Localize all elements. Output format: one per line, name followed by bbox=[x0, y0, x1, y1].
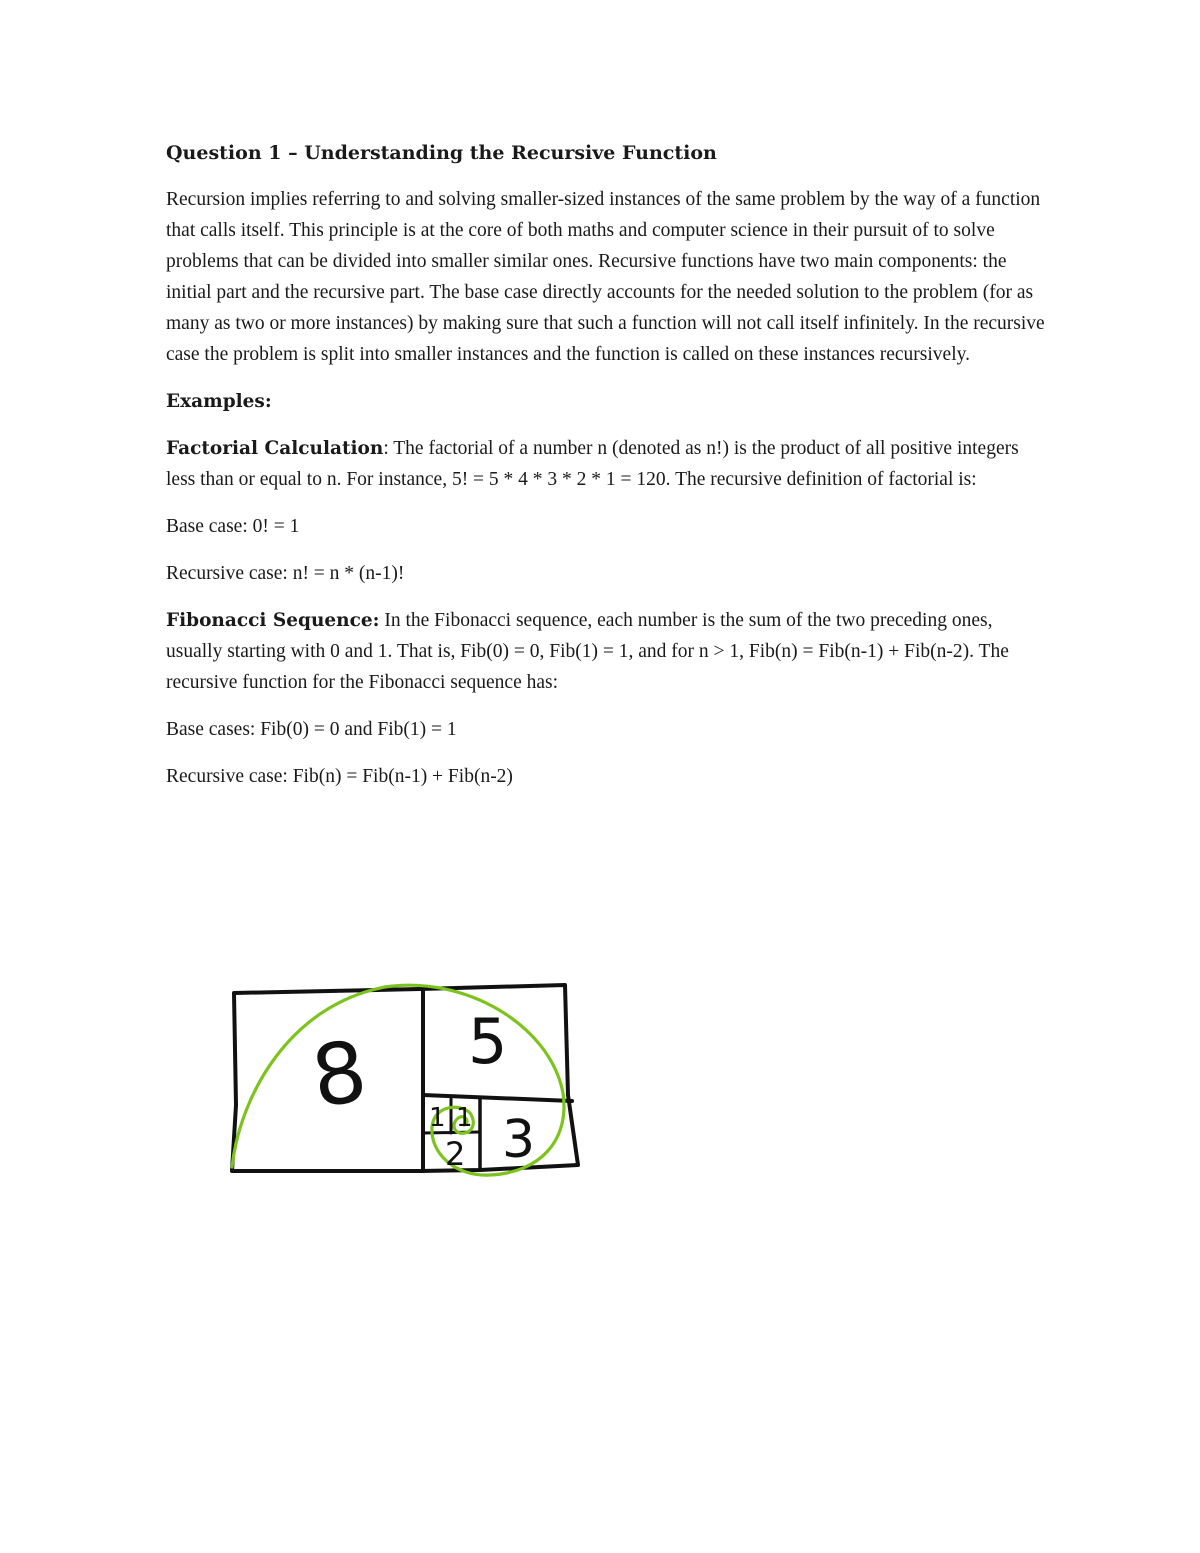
fibonacci-paragraph bbox=[166, 605, 1046, 698]
factorial-base-case: Base case: 0! = 1 bbox=[166, 516, 300, 537]
fibonacci-term: Fibonacci Sequence: bbox=[166, 610, 380, 631]
document-body bbox=[166, 138, 1046, 808]
fibonacci-text: In the Fibonacci sequence, each number is the sum of the two preceding ones, usually starting with 0 and 1. That is, Fib(0) = 0, Fib(1) = 1, and for n > 1, Fib(n) = Fib(n-1) + Fib(n-2). The recursive function for the Fibonacci sequence has: bbox=[166, 610, 1009, 693]
fibonacci-recursive-case: Recursive case: Fib(n) = Fib(n-1) + Fib(n-2) bbox=[166, 766, 513, 787]
factorial-paragraph bbox=[166, 433, 1046, 495]
factorial-recursive-case: Recursive case: n! = n * (n-1)! bbox=[166, 563, 405, 584]
question-heading: Question 1 – Understanding the Recursive Function bbox=[166, 142, 717, 164]
sketch-label-8: 8 bbox=[306, 1021, 373, 1127]
sketch-label-5: 5 bbox=[468, 1005, 508, 1078]
sketch-label-1a: 1 bbox=[429, 1103, 446, 1133]
examples-label bbox=[166, 386, 1046, 417]
factorial-term: Factorial Calculation bbox=[166, 438, 384, 459]
sketch-label-1b: 1 bbox=[456, 1103, 473, 1133]
sketch-label-2: 2 bbox=[445, 1135, 466, 1173]
intro-paragraph: Recursion implies referring to and solving smaller-sized instances of the same problem by the way of a function that calls itself. This principle is at the core of both maths and computer science in their pursuit of to solve problems that can be divided into smaller similar ones. Recursive functions have two main components: the initial part and the recursive part. The base case directly accounts for the needed solution to the problem (for as many as two or more instances) by making sure that such a function will not call itself infinitely. In the recursive case the problem is split into smaller instances and the function is called on these instances recursively. bbox=[166, 189, 1045, 365]
sketch-label-3: 3 bbox=[502, 1110, 536, 1170]
fibonacci-spiral-sketch bbox=[220, 975, 595, 1190]
examples-heading: Examples: bbox=[166, 391, 272, 412]
fibonacci-base-cases: Base cases: Fib(0) = 0 and Fib(1) = 1 bbox=[166, 719, 457, 740]
factorial-text: : The factorial of a number n (denoted as n!) is the product of all positive integers less than or equal to n. For instance, 5! = 5 * 4 * 3 * 2 * 1 = 120. The recursive definition of factorial is: bbox=[166, 438, 1019, 490]
sketch-divider-five bbox=[423, 1095, 572, 1101]
